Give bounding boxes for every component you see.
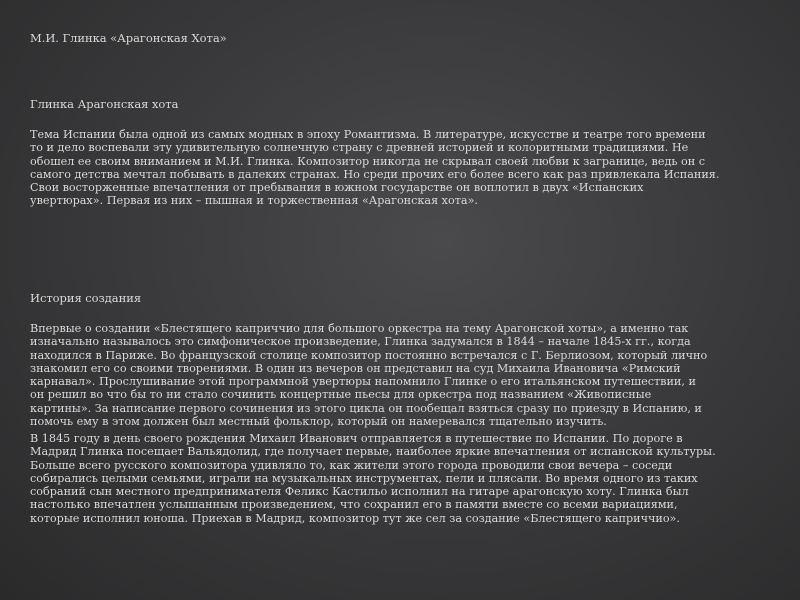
slide-title: М.И. Глинка «Арагонская Хота»	[30, 31, 227, 45]
paragraph-line: карнавал». Прослушивание этой программной увертюры напомнило Глинке о его итальянском путешествии, и	[30, 375, 696, 389]
paragraph-line: Мадрид Глинка посещает Вальядолид, где получает первые, наиболее яркие впечатления от испанской культуры.	[30, 445, 716, 459]
section-1-paragraph	[30, 128, 772, 208]
paragraph-line: собраний сын местного предпринимателя Феликс Кастильо исполнил на гитаре арагонскую хоту. Глинка был	[30, 485, 689, 499]
paragraph-line: он решил во что бы то ни стало сочинить концертные пьесы для оркестра под названием «Живописные	[30, 388, 652, 402]
paragraph-line: собирались целыми семьями, играли на музыкальных инструментах, пели и плясали. Во время одного из таких	[30, 471, 698, 485]
section-2-paragraph-2	[30, 432, 772, 525]
paragraph-line: то и дело воспевали эту удивительную солнечную страну с древней историей и колоритными традициями. Не	[30, 141, 689, 155]
paragraph-line: которые исполнил юноша. Приехав в Мадрид, композитор тут же сел за создание «Блестящего каприччио».	[30, 511, 680, 525]
paragraph-line: Впервые о создании «Блестящего каприччио для большого оркестра на тему Арагонской хоты», а именно так	[30, 322, 689, 335]
paragraph-line: знакомил его со своими творениями. В один из вечеров он представил на суд Михаила Ивановича «Римский	[30, 361, 681, 375]
paragraph-line: увертюрах». Первая из них – пышная и торжественная «Арагонская хота».	[30, 194, 478, 208]
paragraph-line: Больше всего русского композитора удивляло то, как жители этого города проводили свои вечера – соседи	[30, 458, 673, 472]
paragraph-line: изначально называлось это симфоническое произведение, Глинка задумался в 1844 – начале 1845-х гг., когда	[30, 335, 691, 349]
paragraph-line: находился в Париже. Во французской столице композитор постоянно встречался с Г. Берлиозом, который лично	[30, 348, 708, 362]
paragraph-line: В 1845 году в день своего рождения Михаил Иванович отправляется в путешествие по Испании. По дороге в	[30, 432, 683, 445]
section-heading-1: Глинка Арагонская хота	[30, 97, 179, 111]
section-heading-2: История создания	[30, 291, 142, 305]
paragraph-line: Тема Испании была одной из самых модных в эпоху Романтизма. В литературе, искусстве и театре того времени	[30, 128, 706, 141]
paragraph-line: настолько впечатлен услышанным произведением, что сохранил его в памяти вместе со всеми вариациями,	[30, 498, 678, 512]
paragraph-line: самого детства мечтал побывать в далеких странах. Но среди прочих его более всего как раз привлекала Испания.	[30, 167, 720, 181]
paragraph-line: обошел ее своим вниманием и М.И. Глинка. Композитор никогда не скрывал своей любви к загранице, ведь он с	[30, 154, 706, 168]
section-2-paragraph-1	[30, 322, 772, 428]
paragraph-line: Свои восторженные впечатления от пребывания в южном государстве он воплотил в двух «Испанских	[30, 181, 644, 195]
paragraph-line: помочь ему в этом должен был местный фольклор, который он намеревался тщательно изучить.	[30, 415, 607, 429]
paragraph-line: картины». За написание первого сочинения из этого цикла он пообещал взяться сразу по приезду в Испанию, и	[30, 401, 702, 415]
